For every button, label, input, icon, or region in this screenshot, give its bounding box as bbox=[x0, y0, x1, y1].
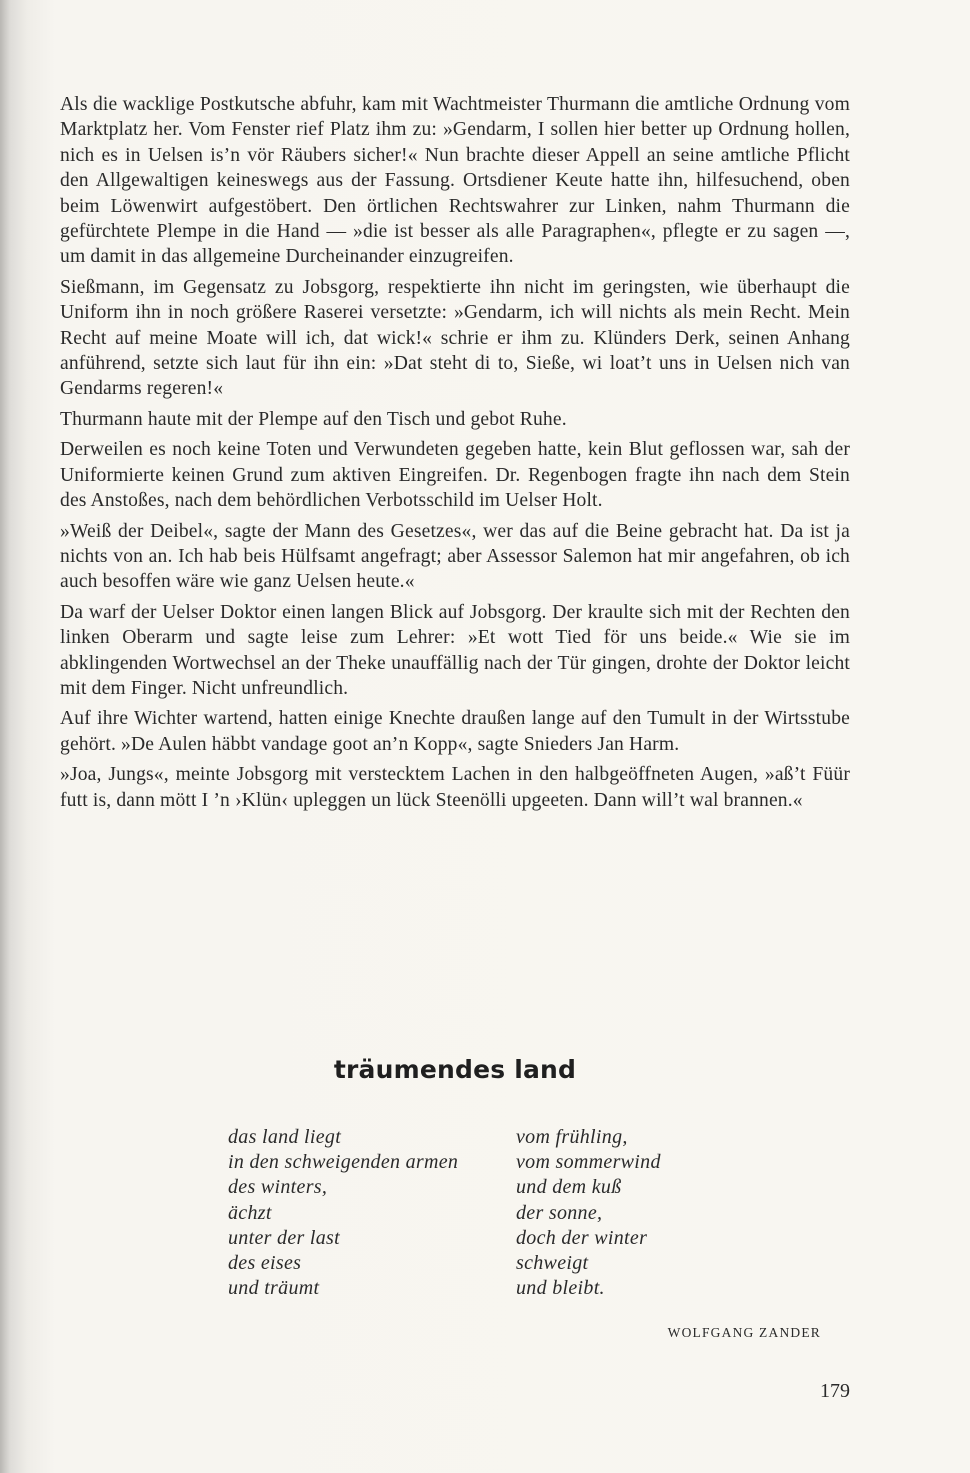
paragraph: Auf ihre Wichter wartend, hatten einige Knechte draußen lange auf den Tumult in der Wirtsstube gehört. »De Aulen häbbt vandage goot an’n Kopp«, sagte Snieders Jan Harm. bbox=[60, 708, 850, 755]
page-number: 179 bbox=[820, 1380, 850, 1402]
poem-line: unter der last bbox=[228, 1226, 340, 1249]
poem-line: das land liegt bbox=[228, 1126, 342, 1148]
paragraph: »Weiß der Deibel«, sagte der Mann des Gesetzes«, wer das auf die Beine gebracht hat. Da ist ja nichts von an. Ich hab beis Hülfsamt angefragt; aber Assessor Salemon hat mir angefahren, ob ich auch besoffen wäre wie ganz Uelsen heute.« bbox=[60, 520, 850, 593]
paragraph: Derweilen es noch keine Toten und Verwundeten gegeben hatte, kein Blut geflossen war, sah der Uniformierte keinen Grund zum aktiven Eingreifen. Dr. Regenbogen fragte ihn nach dem Stein des Anstoßes, nach dem behördlichen Verbotsschild im Uelser Holt. bbox=[60, 439, 850, 512]
poem-line: doch der winter bbox=[516, 1226, 648, 1249]
poem-author: WOLFGANG ZANDER bbox=[667, 1325, 821, 1340]
paragraph: Thurmann haute mit der Plempe auf den Tisch und gebot Ruhe. bbox=[60, 408, 567, 430]
poem-line: des winters, bbox=[228, 1176, 328, 1199]
poem-line: vom frühling, bbox=[516, 1126, 628, 1148]
poem-title: träumendes land bbox=[333, 1055, 577, 1084]
poem-left-column bbox=[228, 1125, 458, 1301]
prose-text bbox=[60, 92, 850, 818]
paragraph: »Joa, Jungs«, meinte Jobsgorg mit verstecktem Lachen in den halbgeöffneten Augen, »aß’t Füür futt is, dann mött I ’n ›Klün‹ upleggen un lück Steenölli upgeeten. Dann will’t wal brannen.« bbox=[60, 764, 850, 811]
poem-line: vom sommerwind bbox=[516, 1151, 661, 1174]
poem-line: und bleibt. bbox=[516, 1277, 605, 1300]
paragraph: Als die wacklige Postkutsche abfuhr, kam mit Wachtmeister Thurmann die amtliche Ordnung vom Marktplatz her. Vom Fenster rief Platz ihm zu: »Gendarm, I sollen hier better up Ordnung hollen, nich es in Uelsen is’n vör Räubers sicher!« Nun brachte dieser Appell an seine amtliche Pflicht den Allgewaltigen keineswegs aus der Fassung. Ortsdiener Keute hatte ihn, hilfesuchend, oben beim Löwenwirt aufgestöbert. Den örtlichen Rechtswahrer zur Linken, nahm Thurmann die gefürchtete Plempe in die Hand — »die ist besser als alle Paragraphen«, pflegte er zu sagen —, um damit in das allgemeine Durcheinander einzugreifen. bbox=[60, 94, 850, 268]
poem-line: des eises bbox=[228, 1252, 302, 1275]
paragraph: Sießmann, im Gegensatz zu Jobsgorg, respektierte ihn nicht im geringsten, wie überhaupt die Uniform ihn in noch größere Raserei versetzte: »Gendarm, ich will nichts als mein Recht. Mein Recht auf meine Moate will ich, dat wick!« schrie er ihm zu. Klünders Derk, seinen Anhang anführend, setzte sich laut für ihn ein: »Dat steht di to, Sieße, wi loat’t uns in Uelsen nich van Gendarms regeren!« bbox=[60, 276, 850, 400]
poem-line: schweigt bbox=[516, 1252, 589, 1275]
poem-line: ächzt bbox=[228, 1201, 272, 1224]
poem-line: der sonne, bbox=[516, 1201, 603, 1224]
poem-line: und träumt bbox=[228, 1277, 320, 1300]
poem-right-column bbox=[516, 1125, 661, 1301]
paragraph: Da warf der Uelser Doktor einen langen Blick auf Jobsgorg. Der kraulte sich mit der Rechten den linken Oberarm und sagte leise zum Lehrer: »Et wott Tied för uns beide.« Wie sie im abklingenden Wortwechsel an der Theke unauffällig nach der Tür gingen, drohte der Doktor leicht mit dem Finger. Nicht unfreundlich. bbox=[60, 601, 850, 699]
poem-line: in den schweigenden armen bbox=[228, 1151, 459, 1174]
poem-line: und dem kuß bbox=[516, 1176, 622, 1199]
